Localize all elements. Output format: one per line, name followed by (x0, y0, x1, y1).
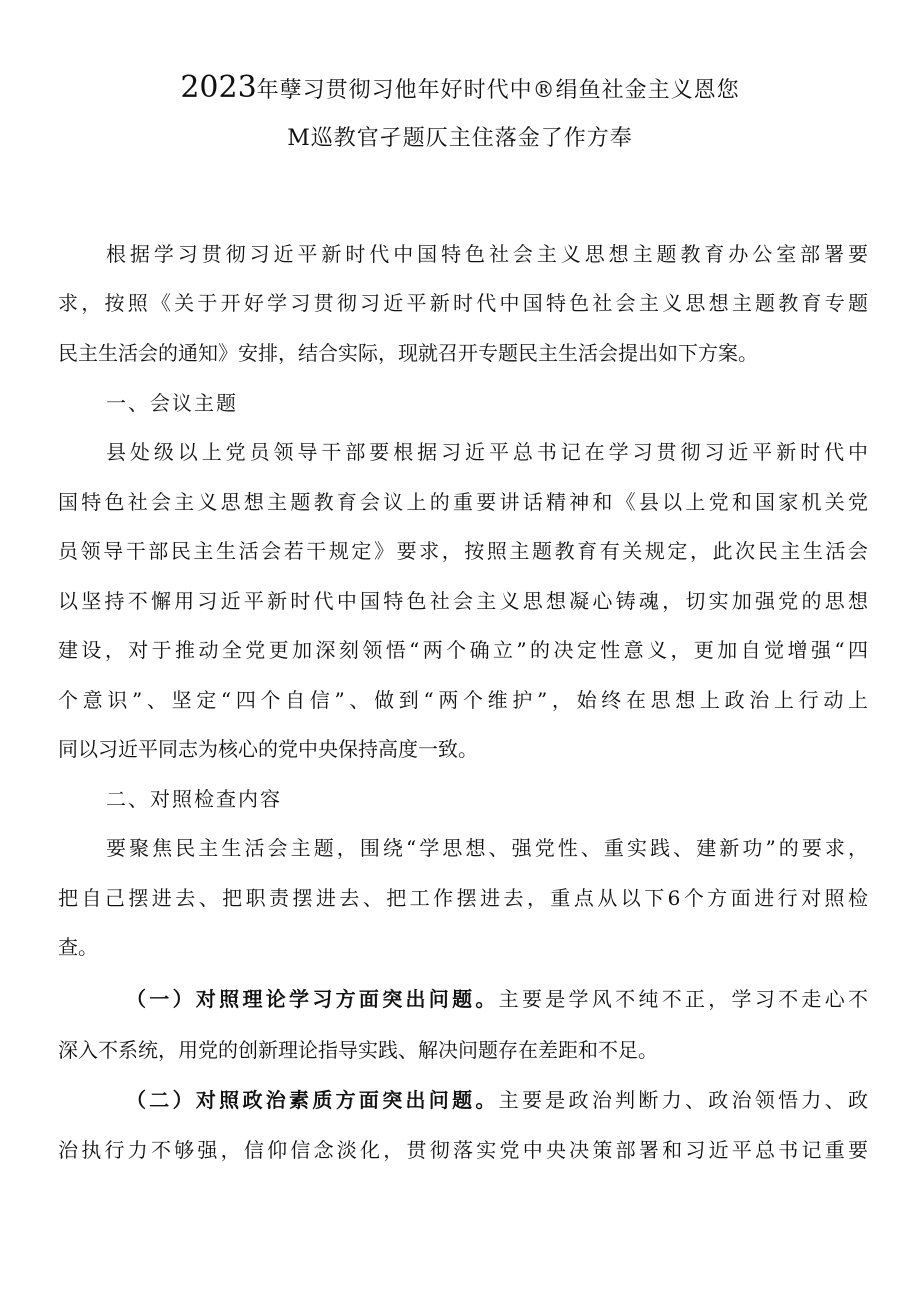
section-1-line-7: 同以习近平同志为核心的党中央保持高度一致。 (58, 737, 478, 761)
intro-line-2: 求，按照《关于开好学习贯彻习近平新时代中国特色社会主义思想主题教育专题 (58, 291, 868, 315)
item-1-line-2: 深入不系统，用党的创新理论指导实践、解决问题存在差距和不足。 (58, 1038, 658, 1062)
document-title-line-2: M巡教官孑题仄主住落金了作方奉 (287, 126, 633, 151)
title-line-1-text: 年孽习贯彻习他年好时代中®绢鱼社金主义恩您 (256, 78, 740, 103)
section-2-line-1: 要聚焦民主生活会主题，围绕“学思想、强党性、重实践、建新功”的要求， (106, 836, 868, 860)
item-2-text: 主要是政治判断力、政治领悟力、政 (498, 1088, 869, 1112)
document-title-line-1 (0, 70, 920, 105)
item-1-label: （一）对照理论学习方面突出问题。 (126, 987, 499, 1011)
section-1-line-5: 建设，对于推动全党更加深刻领悟“两个确立”的决定性意义，更加自觉增强“四 (58, 638, 868, 662)
section-2-heading: 二、对照检查内容 (106, 787, 282, 811)
title-year: 2023 (180, 70, 257, 105)
item-2-line-2: 治执行力不够强，信仰信念淡化，贯彻落实党中央决策部署和习近平总书记重要 (58, 1138, 868, 1162)
section-1-line-1: 县处级以上党员领导干部要根据习近平总书记在学习贯彻习近平新时代中 (106, 440, 868, 464)
section-1-line-3: 员领导干部民主生活会若干规定》要求，按照主题教育有关规定，此次民主生活会 (58, 539, 868, 563)
section-2-line-3: 查。 (58, 935, 98, 959)
section-1-heading: 一、会议主题 (106, 391, 238, 415)
item-2-label: （二）对照政治素质方面突出问题。 (126, 1088, 499, 1112)
section-1-line-4: 以坚持不懈用习近平新时代中国特色社会主义思想凝心铸魂，切实加强党的思想 (58, 589, 868, 613)
item-1-text: 主要是学风不纯不正，学习不走心不 (498, 987, 869, 1011)
item-1-line-1 (126, 985, 868, 1013)
section-1-line-6: 个意识”、坚定“四个自信”、做到“两个维护”，始终在思想上政治上行动上 (58, 688, 868, 712)
item-2-line-1 (126, 1086, 868, 1114)
intro-line-3: 民主生活会的通知》安排，结合实际，现就召开专题民主生活会提出如下方案。 (58, 341, 758, 365)
section-1-line-2: 国特色社会主义思想主题教育会议上的重要讲话精神和《县以上党和国家机关党 (58, 490, 868, 514)
intro-line-1: 根据学习贯彻习近平新时代中国特色社会主义思想主题教育办公室部署要 (106, 242, 868, 266)
section-2-line-2: 把自己摆进去、把职责摆进去、把工作摆进去，重点从以下6个方面进行对照检 (58, 886, 868, 910)
